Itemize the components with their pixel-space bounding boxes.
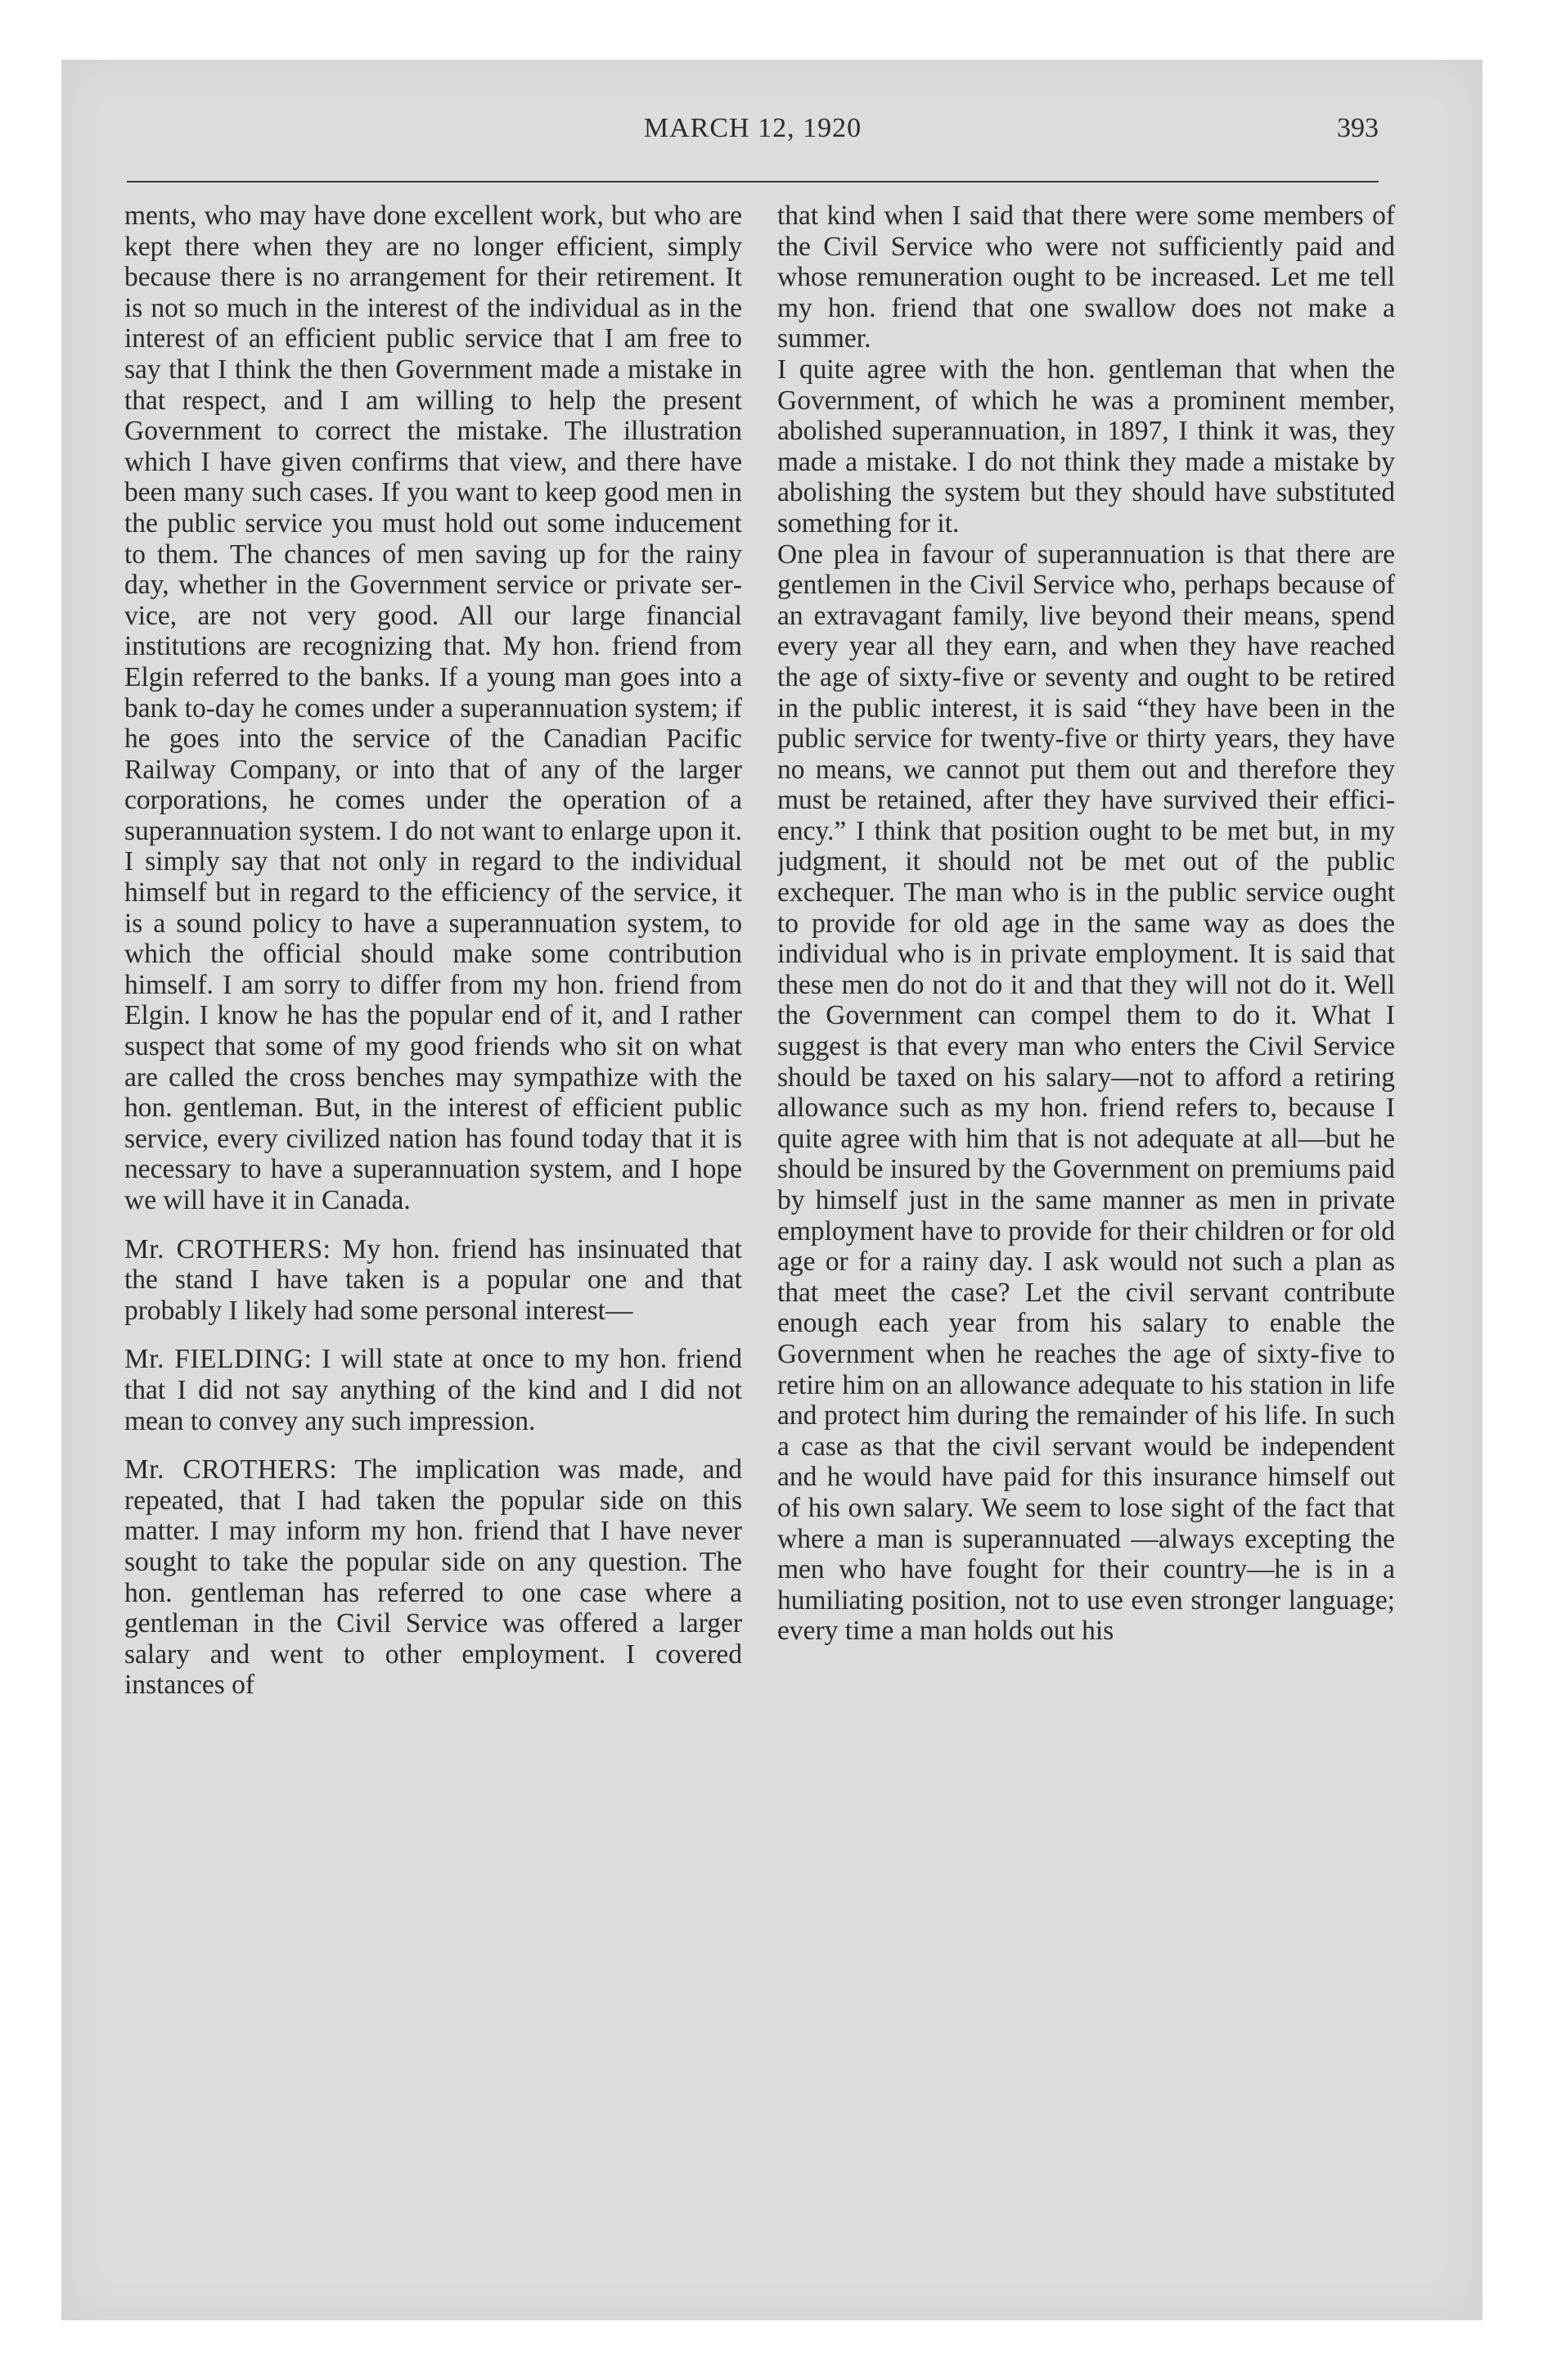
paragraph-text: The implication was made, and repeated, that I had taken the popular side on this matter. I may inform my hon. friend that I have never sought to take the popular side on any question. The hon. gentleman has referred to one case where a gentleman in the Civil Service was offered a larger salary and went to other employment. I covered instances of: [124, 1454, 742, 1701]
page-header: [127, 113, 1379, 162]
header-rule: [127, 181, 1379, 183]
speaker-name: Mr. CROTHERS:: [124, 1233, 331, 1264]
paragraph: [124, 1454, 742, 1701]
paragraph: [777, 201, 1395, 354]
paragraph-text: My hon. friend has insinuated that the stand I have taken is a popular one and that probably I likely had some personal interest—: [124, 1233, 742, 1326]
speaker-name: Mr. CROTHERS:: [124, 1454, 338, 1485]
paragraph: [124, 1344, 742, 1436]
paragraph: [124, 1234, 742, 1327]
paragraph-text: ments, who may have done excellent work, but who are kept there when they are no longer efficient, simply because there is no arrangement for their retirement. It is not so much in the interest of the individual as in the interest of an efficient public service that I am free to say that I think the then Government made a mistake in that respect, and I am willing to help the present Government to correct the mistake. The illustration which I have given confirms that view, and there have been many such cases. If you want to keep good men in the public service you must hold out some inducement to them. The chances of men saving up for the rainy day, whether in the Government service or private service, are not very good. All our large financial institutions are recognizing that. My hon. friend from Elgin referred to the banks. If a young man goes into a bank to-day he comes under a superannuation system; if he goes into the service of the Canadian Pacific Railway Company, or into that of any of the larger corporations, he comes under the operation of a superannuation system. I do not want to enlarge upon it. I simply say that not only in regard to the individual himself but in regard to the efficiency of the service, it is a sound policy to have a superannuation system, to which the official should make some contribution himself. I am sorry to differ from my hon. friend from Elgin. I know he has the popular end of it, and I rather suspect that some of my good friends who sit on what are called the cross benches may sympathize with the hon. gentleman. But, in the interest of efficient public service, every civilized nation has found today that it is necessary to have a superannuation system, and I hope we will have it in Canada.: [124, 201, 742, 1215]
paragraph: [777, 354, 1395, 539]
paragraph-text: that kind when I said that there were some members of the Civil Service who were not sufficiently paid and whose remuneration ought to be increased. Let me tell my hon. friend that one swallow does not make a summer.: [777, 201, 1395, 354]
speaker-name: Mr. FIELDING:: [124, 1344, 313, 1375]
paragraph: [777, 539, 1395, 1647]
page-number: 393: [1337, 113, 1379, 143]
page-date: MARCH 12, 1920: [643, 113, 862, 143]
right-column: [777, 201, 1395, 2152]
paragraph: [124, 201, 742, 1216]
paragraph-text: One plea in favour of superannuation is that there are gentlemen in the Civil Service who, perhaps because of an extravagant family, live beyond their means, spend every year all they earn, and when they have reached the age of sixty-five or seventy and ought to be retired in the public interest, it is said “they have been in the public service for twenty-five or thirty years, they have no means, we cannot put them out and therefore they must be retained, after they have survived their efficiency.” I think that position ought to be met but, in my judgment, it should not be met out of the public exchequer. The man who is in the public service ought to provide for old age in the same way as does the individual who is in private employment. It is said that these men do not do it and that they will not do it. Well the Government can compel them to do it. What I suggest is that every man who enters the Civil Service should be taxed on his salary—not to afford a retiring allowance such as my hon. friend refers to, because I quite agree with him that is not adequate at all—but he should be insured by the Government on premiums paid by himself just in the same manner as men in private employment have to provide for their children or for old age or for a rainy day. I ask would not such a plan as that meet the case? Let the civil servant contribute enough each year from his salary to enable the Government when he reaches the age of sixty-five to retire him on an allowance adequate to his station in life and protect him during the remainder of his life. In such a case as that the civil servant would be independent and he would have paid for this insurance himself out of his own salary. We seem to lose sight of the fact that where a man is superannuated —always excepting the men who have fought for their country—he is in a humiliating position, not to use even stronger language; every time a man holds out his: [777, 539, 1395, 1647]
paragraph-text: I quite agree with the hon. gentleman that when the Government, of which he was a prominent member, abolished superannuation, in 1897, I think it was, they made a mistake. I do not think they made a mistake by abolishing the system but they should have substituted something for it.: [777, 354, 1395, 539]
paragraph-text: I will state at once to my hon. friend that I did not say anything of the kind and I did not mean to convey any such impression.: [124, 1344, 742, 1436]
left-column: [124, 201, 742, 2152]
